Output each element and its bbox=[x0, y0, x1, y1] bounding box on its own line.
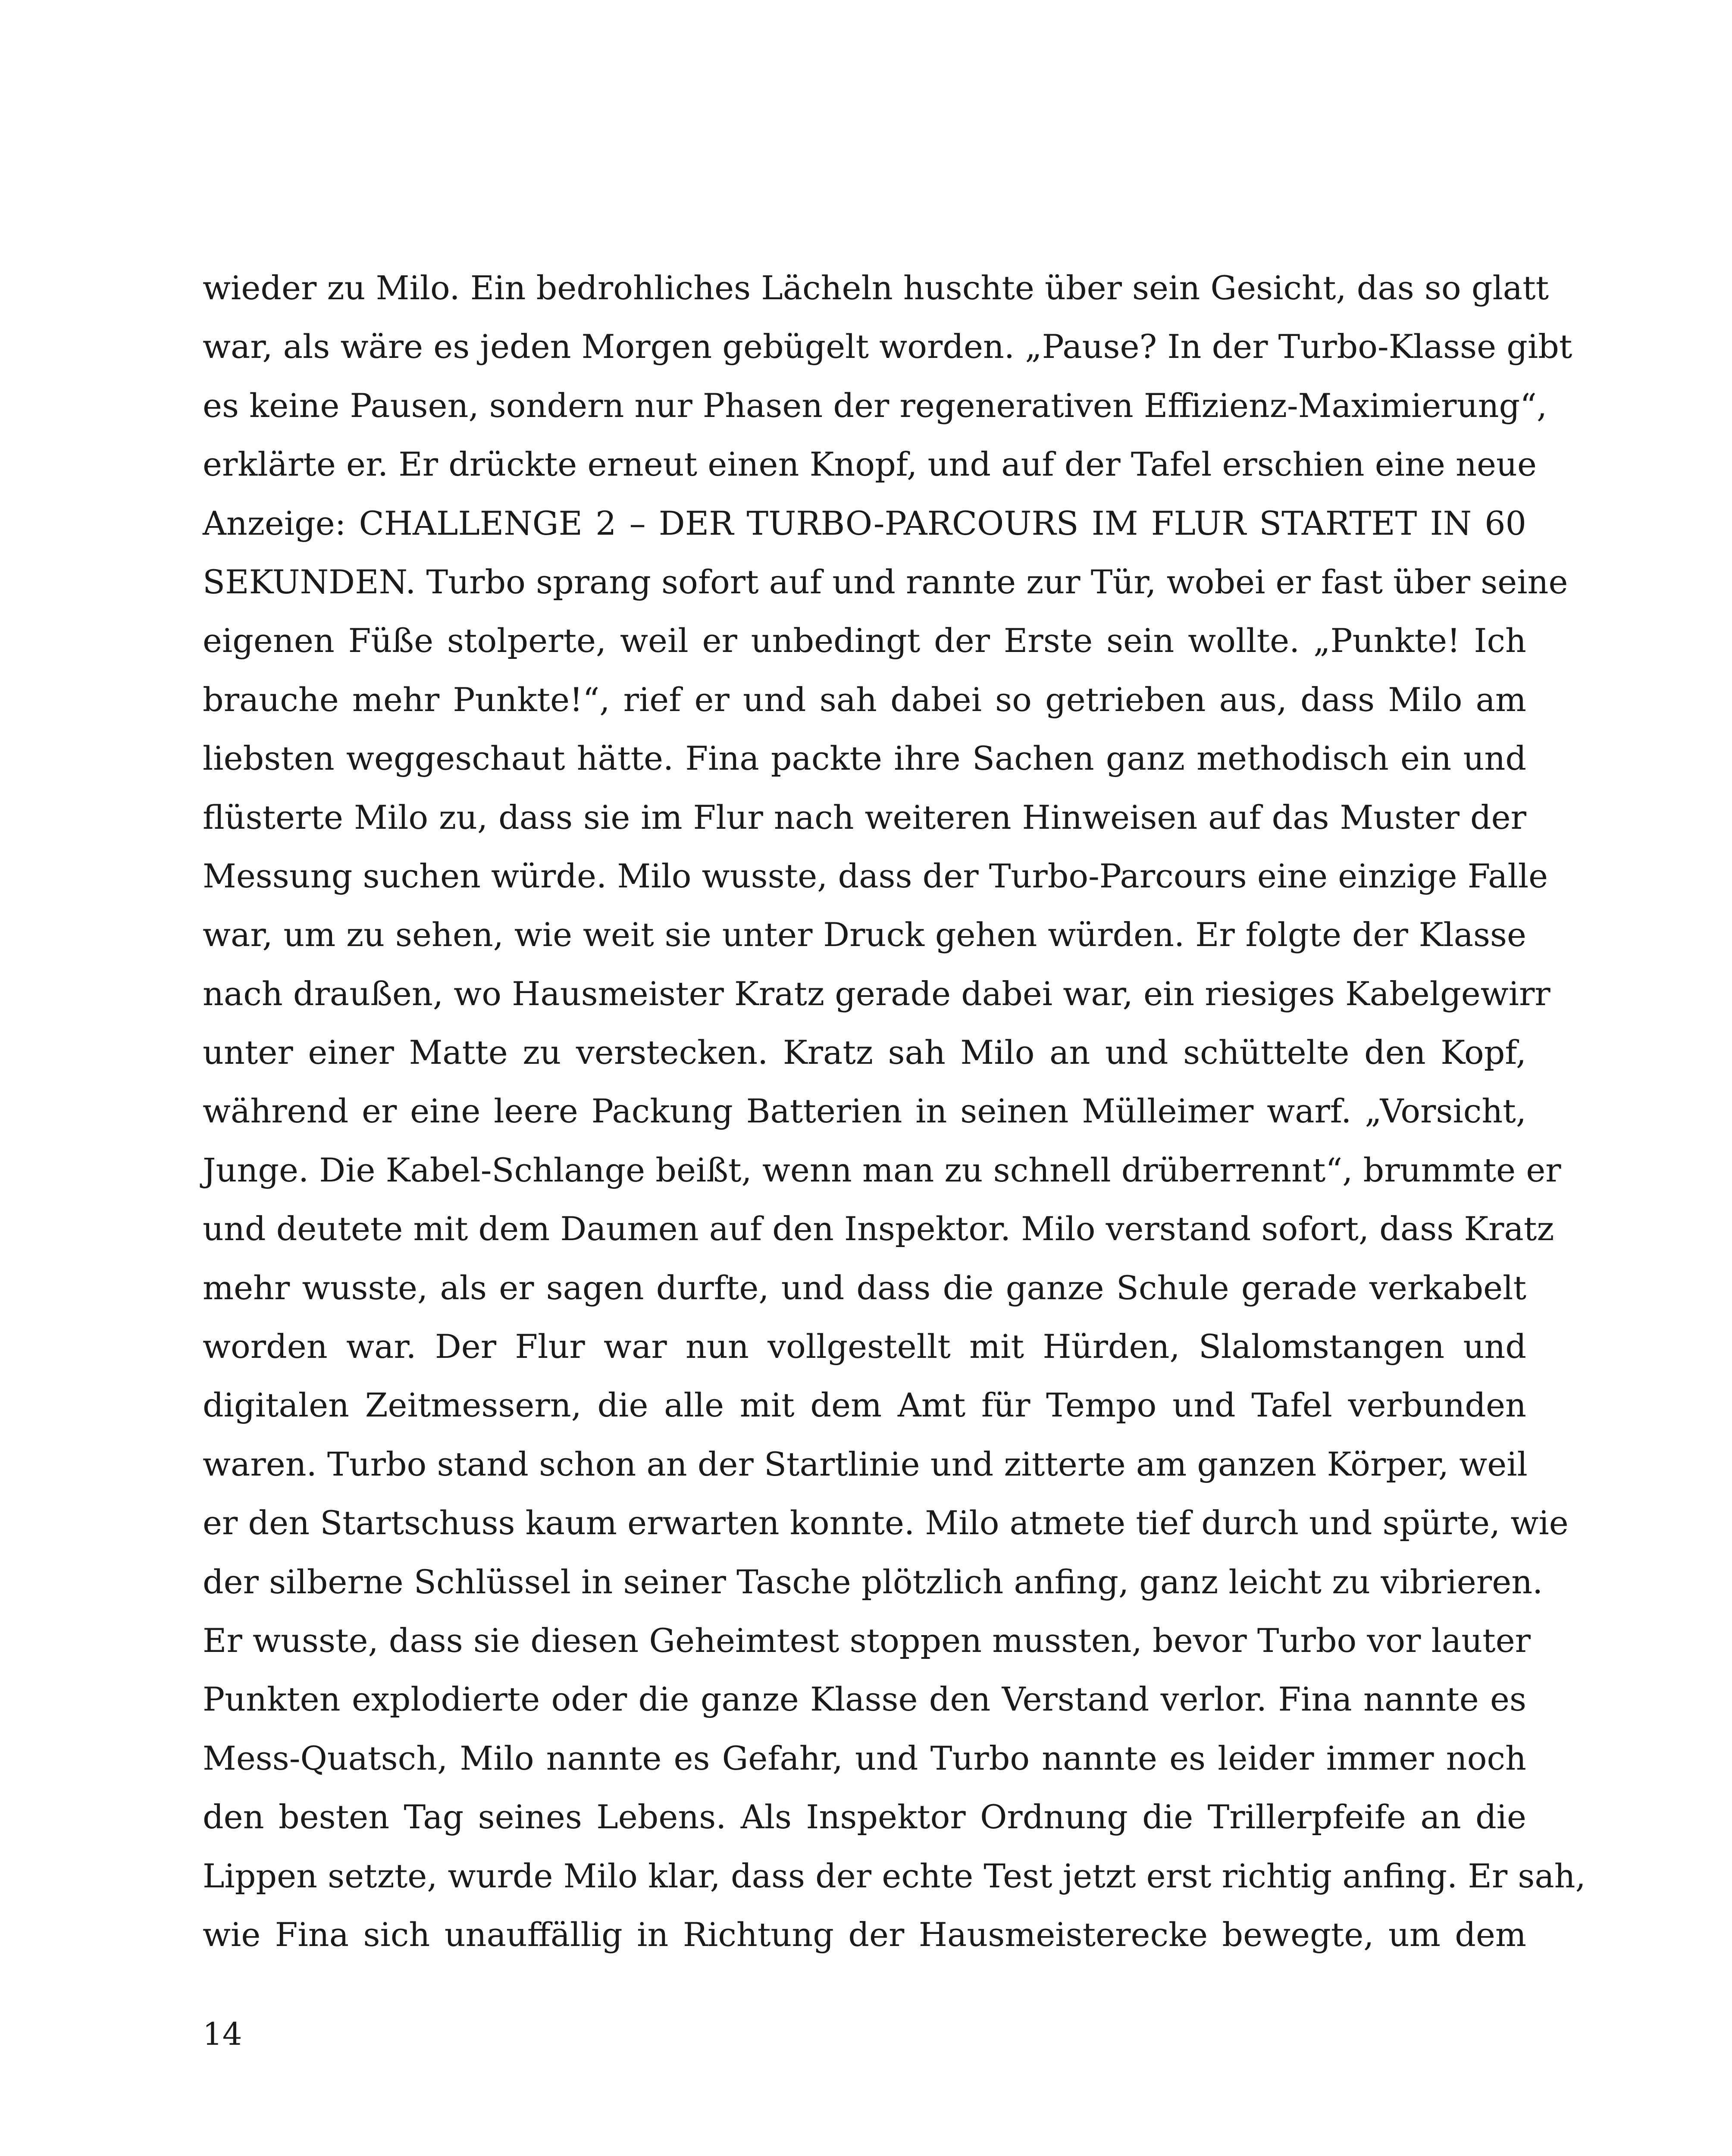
text-line: Er wusste, dass sie diesen Geheimtest stoppen mussten, bevor Turbo vor lauter bbox=[203, 1621, 1531, 1660]
body-paragraph bbox=[203, 259, 1586, 1964]
text-line: Junge. Die Kabel-Schlange beißt, wenn man zu schnell drüberrennt“, brummte er bbox=[203, 1150, 1561, 1189]
text-line: digitalen Zeitmessern, die alle mit dem Amt für Tempo und Tafel verbunden bbox=[203, 1386, 1526, 1425]
text-line: der silberne Schlüssel in seiner Tasche plötzlich anfing, ganz leicht zu vibrieren. bbox=[203, 1562, 1543, 1601]
text-line: waren. Turbo stand schon an der Startlinie und zitterte am ganzen Körper, weil bbox=[203, 1445, 1528, 1483]
text-line: während er eine leere Packung Batterien in seinen Mülleimer warf. „Vorsicht, bbox=[203, 1092, 1526, 1131]
page-number: 14 bbox=[203, 2016, 242, 2052]
text-line: erklärte er. Er drückte erneut einen Knopf, und auf der Tafel erschien eine neue bbox=[203, 445, 1537, 484]
text-line: den besten Tag seines Lebens. Als Inspektor Ordnung die Trillerpfeife an die bbox=[203, 1798, 1526, 1836]
text-line: Mess-Quatsch, Milo nannte es Gefahr, und Turbo nannte es leider immer noch bbox=[203, 1739, 1526, 1777]
text-line: liebsten weggeschaut hätte. Fina packte ihre Sachen ganz methodisch ein und bbox=[203, 739, 1526, 778]
text-line: nach draußen, wo Hausmeister Kratz gerade dabei war, ein riesiges Kabelgewirr bbox=[203, 974, 1550, 1013]
text-line: Anzeige: CHALLENGE 2 – DER TURBO-PARCOURS IM FLUR STARTET IN 60 bbox=[203, 504, 1526, 542]
text-line: war, um zu sehen, wie weit sie unter Druck gehen würden. Er folgte der Klasse bbox=[203, 915, 1526, 954]
text-line: Punkten explodierte oder die ganze Klasse den Verstand verlor. Fina nannte es bbox=[203, 1680, 1526, 1719]
text-line: wieder zu Milo. Ein bedrohliches Lächeln huschte über sein Gesicht, das so glatt bbox=[203, 269, 1549, 307]
text-line: mehr wusste, als er sagen durfte, und dass die ganze Schule gerade verkabelt bbox=[203, 1268, 1526, 1307]
text-line: Lippen setzte, wurde Milo klar, dass der echte Test jetzt erst richtig anfing. Er sah, bbox=[203, 1856, 1586, 1895]
text-line: flüsterte Milo zu, dass sie im Flur nach weiteren Hinweisen auf das Muster der bbox=[203, 798, 1526, 837]
text-line: Messung suchen würde. Milo wusste, dass der Turbo-Parcours eine einzige Falle bbox=[203, 856, 1548, 895]
text-line: SEKUNDEN. Turbo sprang sofort auf und rannte zur Tür, wobei er fast über seine bbox=[203, 562, 1568, 601]
text-line: er den Startschuss kaum erwarten konnte. Milo atmete tief durch und spürte, wie bbox=[203, 1504, 1569, 1542]
text-line: eigenen Füße stolperte, weil er unbedingt der Erste sein wollte. „Punkte! Ich bbox=[203, 621, 1526, 660]
text-line: und deutete mit dem Daumen auf den Inspektor. Milo verstand sofort, dass Kratz bbox=[203, 1210, 1554, 1248]
text-line: worden war. Der Flur war nun vollgestellt mit Hürden, Slalomstangen und bbox=[203, 1327, 1526, 1366]
text-line: wie Fina sich unauffällig in Richtung der Hausmeisterecke bewegte, um dem bbox=[203, 1915, 1526, 1954]
text-line: es keine Pausen, sondern nur Phasen der regenerativen Effizienz-Maximierung“, bbox=[203, 386, 1547, 425]
text-line: unter einer Matte zu verstecken. Kratz sah Milo an und schüttelte den Kopf, bbox=[203, 1033, 1526, 1072]
text-line: brauche mehr Punkte!“, rief er und sah dabei so getrieben aus, dass Milo am bbox=[203, 680, 1526, 719]
text-line: war, als wäre es jeden Morgen gebügelt worden. „Pause? In der Turbo-Klasse gibt bbox=[203, 327, 1572, 366]
